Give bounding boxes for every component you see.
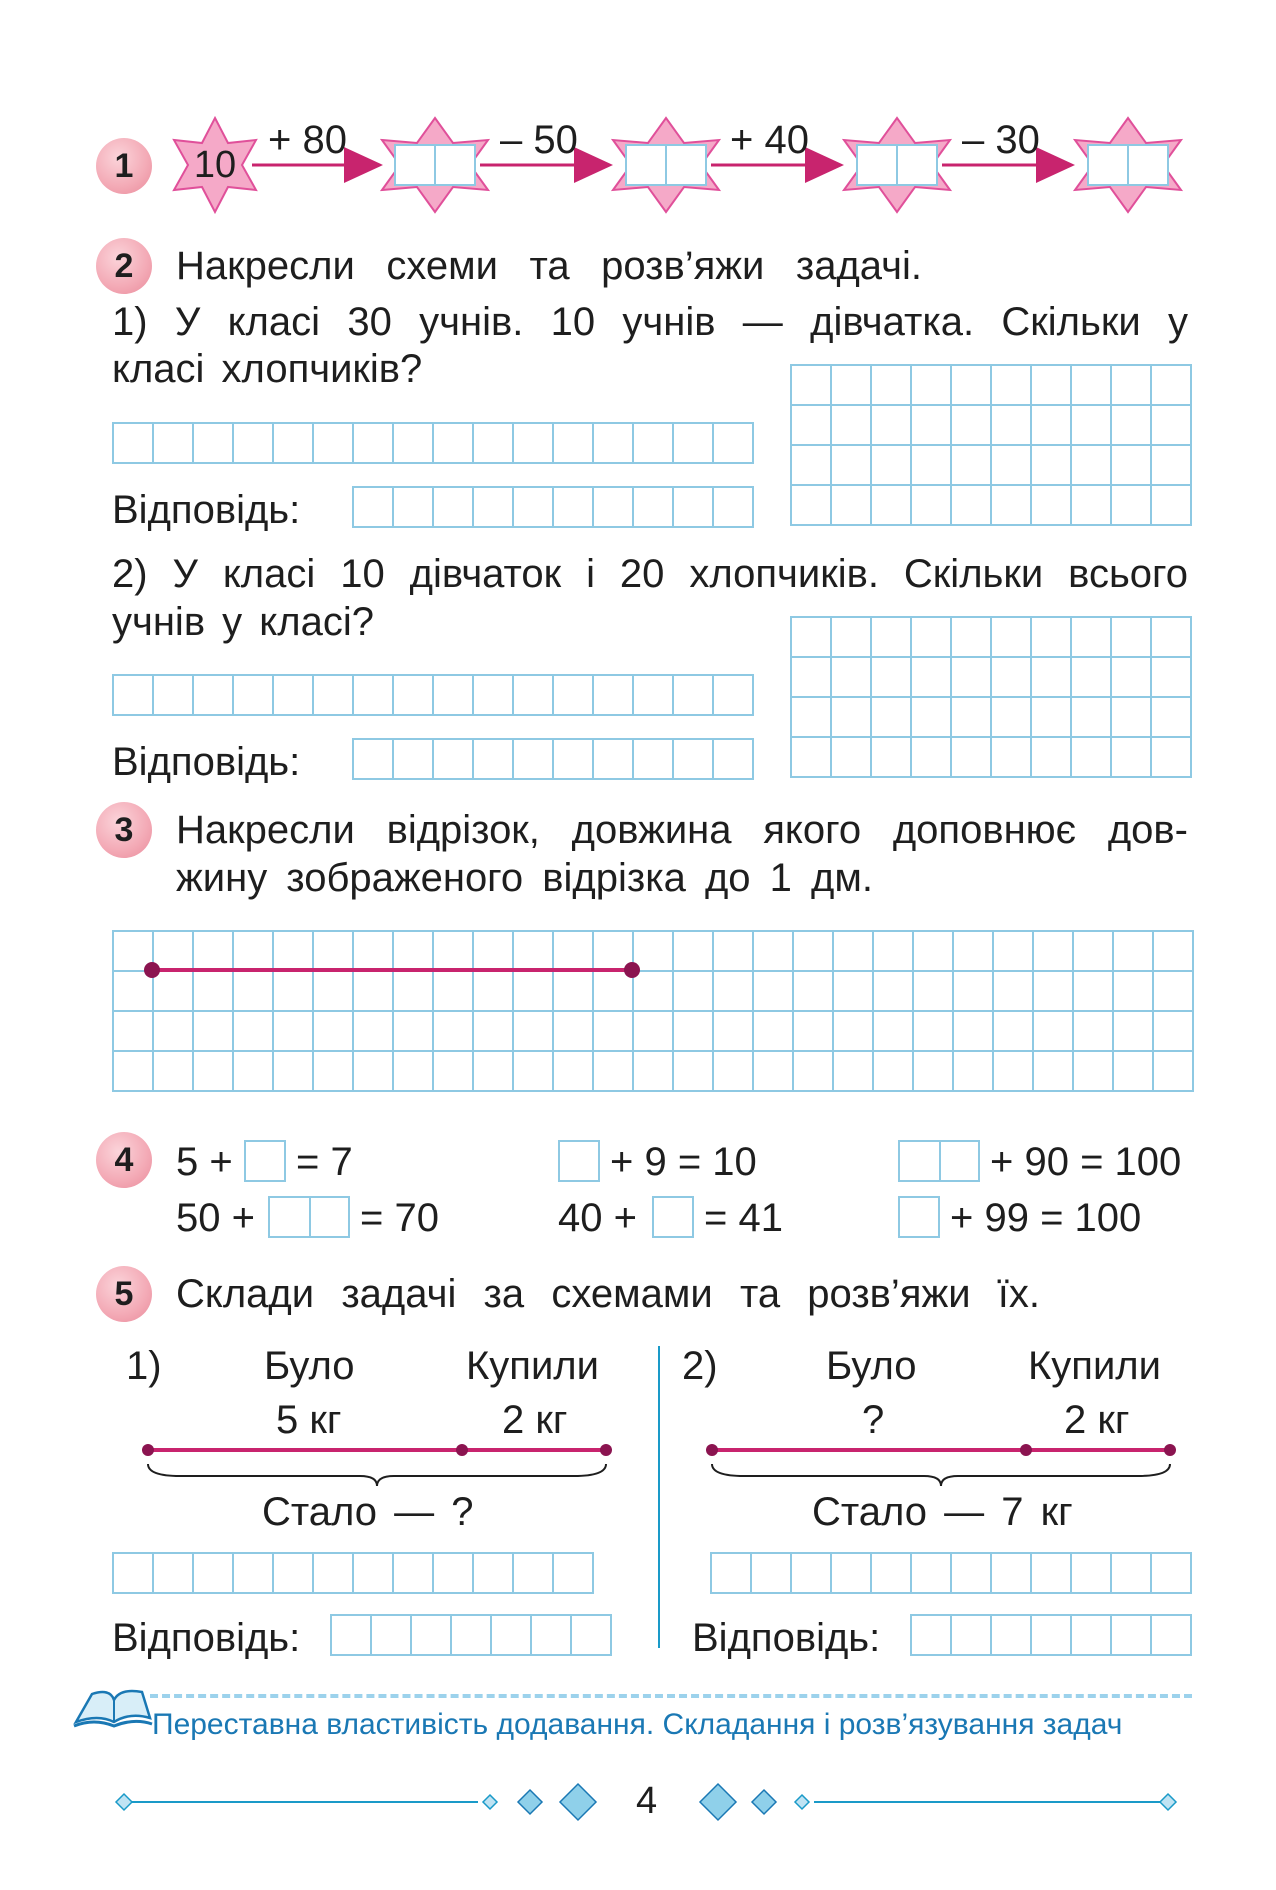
value-bought: 2 кг xyxy=(502,1398,568,1442)
scheme-strip[interactable] xyxy=(112,422,754,464)
equation-part: = 41 xyxy=(704,1196,783,1240)
equation-part: + 99 = 100 xyxy=(950,1196,1142,1240)
value-was: 5 кг xyxy=(276,1398,342,1442)
page-number: 4 xyxy=(636,1780,658,1822)
answer-strip[interactable] xyxy=(352,486,754,528)
answer-box[interactable] xyxy=(898,1140,980,1182)
dashed-separator xyxy=(150,1694,1192,1698)
scheme-number: 1) xyxy=(126,1344,162,1388)
solution-strip[interactable] xyxy=(710,1552,1192,1594)
task-title: Накресли схеми та розв’яжи задачі. xyxy=(176,244,922,288)
page-ornament-left xyxy=(110,1782,610,1822)
answer-strip[interactable] xyxy=(910,1614,1192,1656)
column-divider xyxy=(658,1346,660,1648)
label-became: Стало — 7 кг xyxy=(812,1490,1073,1534)
label-bought: Купили xyxy=(466,1344,599,1388)
start-number: 10 xyxy=(193,144,237,186)
equation-part: 50 + xyxy=(176,1196,255,1240)
equation-part: + 90 = 100 xyxy=(990,1140,1182,1184)
problem-text: класі хлопчиків? xyxy=(112,347,423,391)
task-text: жину зображеного відрізка до 1 дм. xyxy=(176,856,873,900)
label-bought: Купили xyxy=(1028,1344,1161,1388)
label-was: Було xyxy=(826,1344,917,1388)
answer-box[interactable] xyxy=(244,1140,286,1182)
operation-label: – 30 xyxy=(962,118,1040,162)
task-title: Склади задачі за схемами та розв’яжи їх. xyxy=(176,1272,1040,1316)
problem-text: 2) У класі 10 дівчаток і 20 хлопчиків. Скільки всього xyxy=(112,552,1188,596)
scheme-2-diagram xyxy=(704,1432,1184,1488)
operation-label: + 40 xyxy=(730,118,809,162)
equation-part: 40 + xyxy=(558,1196,637,1240)
label-became: Стало — ? xyxy=(262,1490,474,1534)
task-number-badge: 4 xyxy=(96,1132,152,1188)
scheme-strip[interactable] xyxy=(112,674,754,716)
task-number-badge: 2 xyxy=(96,238,152,294)
operation-label: + 80 xyxy=(268,118,347,162)
answer-label: Відповідь: xyxy=(692,1616,881,1660)
task-number-badge: 1 xyxy=(96,138,152,194)
label-was: Було xyxy=(264,1344,355,1388)
solution-grid[interactable] xyxy=(790,364,1192,526)
task-number-badge: 3 xyxy=(96,802,152,858)
equation-part: 5 + xyxy=(176,1140,233,1184)
answer-box[interactable] xyxy=(268,1196,350,1238)
problem-text: учнів у класі? xyxy=(112,600,374,644)
lesson-topic: Переставна властивість додавання. Складання і розв’язування задач xyxy=(152,1708,1123,1741)
page-ornament-right xyxy=(690,1782,1190,1822)
value-bought: 2 кг xyxy=(1064,1398,1130,1442)
value-was: ? xyxy=(862,1398,885,1442)
solution-grid[interactable] xyxy=(790,616,1192,778)
equation-part: = 70 xyxy=(360,1196,439,1240)
equation-part: + 9 = 10 xyxy=(610,1140,757,1184)
scheme-number: 2) xyxy=(682,1344,718,1388)
problem-text: 1) У класі 30 учнів. 10 учнів — дівчатка. Скільки у xyxy=(112,300,1188,344)
answer-strip[interactable] xyxy=(330,1614,612,1656)
answer-label: Відповідь: xyxy=(112,1616,301,1660)
answer-label: Відповідь: xyxy=(112,740,301,784)
given-segment xyxy=(112,930,672,1010)
answer-box[interactable] xyxy=(558,1140,600,1182)
book-icon xyxy=(72,1682,154,1730)
answer-strip[interactable] xyxy=(352,738,754,780)
answer-label: Відповідь: xyxy=(112,488,301,532)
answer-box[interactable] xyxy=(898,1196,940,1238)
answer-box[interactable] xyxy=(652,1196,694,1238)
task-number-badge: 5 xyxy=(96,1266,152,1322)
operation-label: – 50 xyxy=(500,118,578,162)
task-text: Накресли відрізок, довжина якого доповнює дов- xyxy=(176,808,1188,852)
scheme-1-diagram xyxy=(140,1432,620,1488)
solution-strip[interactable] xyxy=(112,1552,594,1594)
equation-part: = 7 xyxy=(296,1140,353,1184)
